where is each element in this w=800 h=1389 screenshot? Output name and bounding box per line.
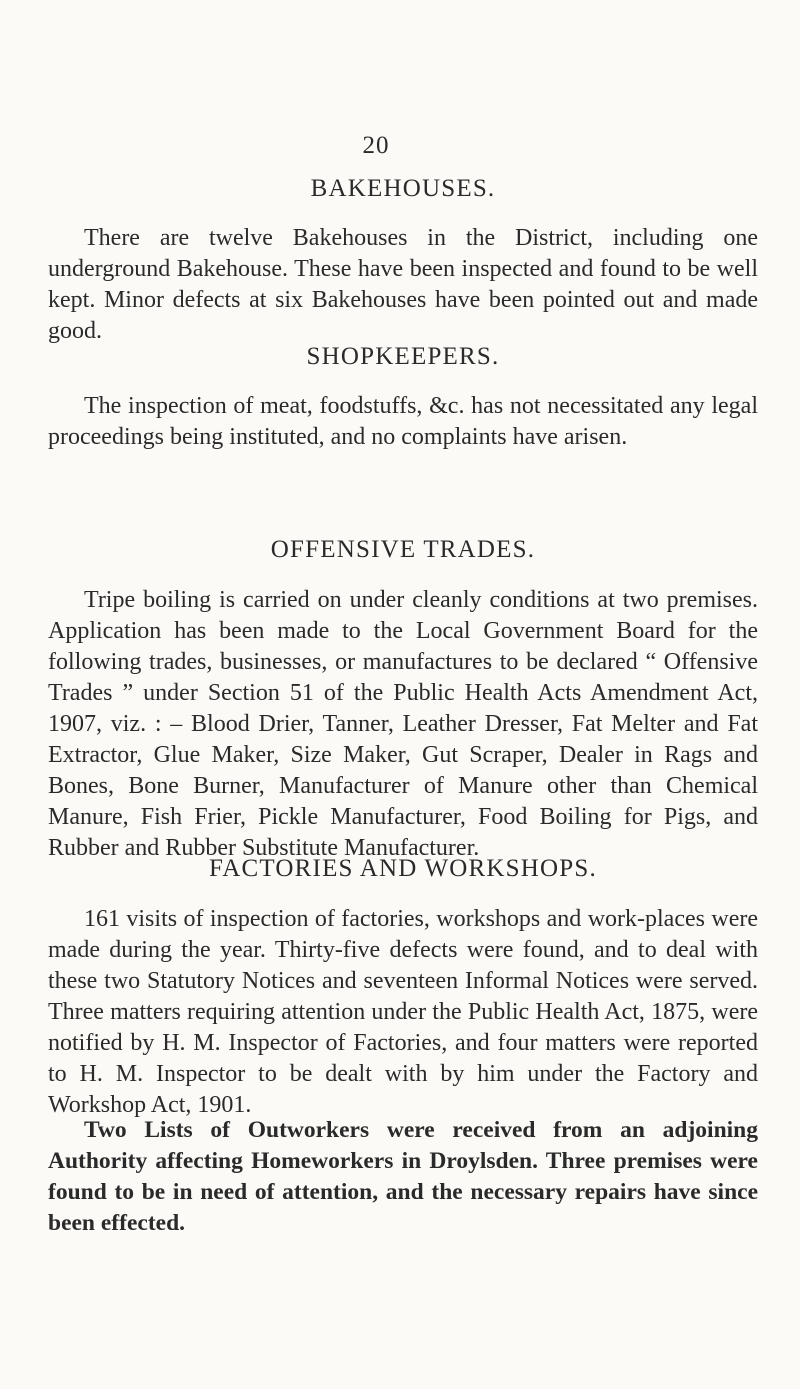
paragraph-factories-workshops: 161 visits of inspection of factories, workshops and work-places were made during the year. Thirty-five defects were found, and to deal with these two Statutory Notices and seventeen Informal Notices were served. Three matters requiring attention under the Public Health Act, 1875, were notified by H. M. Inspector of Factories, and four matters were reported to H. M. Inspector to be dealt with by him under the Factory and Workshop Act, 1901. [48,906,758,1118]
heading-offensive-trades: OFFENSIVE TRADES. [270,536,536,563]
paragraph-bakehouses: There are twelve Bakehouses in the District, including one underground Bakehouse. These have been inspected and found to be well kept. Minor defects at six Bakehouses have been pointed out and made good. [48,225,758,344]
heading-shopkeepers: SHOPKEEPERS. [306,343,500,370]
paragraph-offensive-trades: Tripe boiling is carried on under cleanly conditions at two premises. Application has been made to the Local Government Board for the following trades, businesses, or manufactures to be declared “ Offensive Trades ” under Section 51 of the Public Health Acts Amendment Act, 1907, viz. : – Blood Drier, Tanner, Leather Dresser, Fat Melter and Fat Extractor, Glue Maker, Size Maker, Gut Scraper, Dealer in Rags and Bones, Bone Burner, Manufacturer of Manure other than Chemical Manure, Fish Frier, Pickle Manufacturer, Food Boiling for Pigs, and Rubber and Rubber Substitute Manufacturer. [48,587,758,861]
paragraph-shopkeepers: The inspection of meat, foodstuffs, &c. has not necessitated any legal proceedings being instituted, and no complaints have arisen. [48,393,758,450]
page-number: 20 [362,132,390,159]
paragraph-outworkers: Two Lists of Outworkers were received from an adjoining Authority affecting Homeworkers in Droylsden. Three premises were found to be in need of attention, and the necessary repairs have since been effected. [48,1117,758,1236]
heading-factories-workshops: FACTORIES AND WORKSHOPS. [209,855,597,882]
heading-bakehouses: BAKEHOUSES. [310,175,496,202]
